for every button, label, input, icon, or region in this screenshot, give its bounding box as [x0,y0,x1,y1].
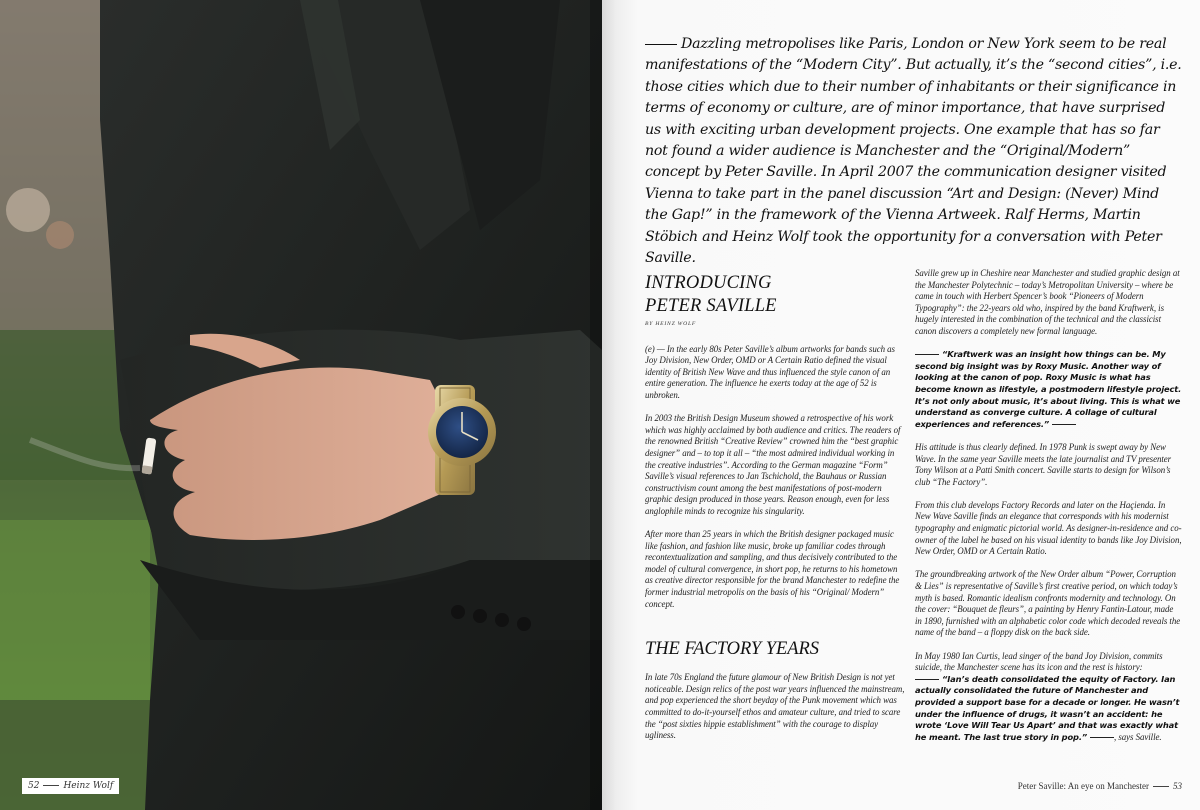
paragraph-with-quote [915,651,1182,744]
right-page-number: 53 [1173,781,1182,791]
quote-dash [915,679,939,680]
article-byline: BY HEINZ WOLF [645,321,697,327]
left-folio-author: Heinz Wolf [63,781,114,791]
section-heading: THE FACTORY YEARS [645,639,819,660]
intro-text: Dazzling metropolises like Paris, London or New York seem to be real manifestations of the “Modern City”. But actually, it’s the “second cities”, i.e. those cities which due to their number of inhabitants or their significance in terms of economy or culture, are of minor importance, that have surprised us with exciting urban development projects. One example that has so far not found a wider audience is Manchester and the “Original/Modern” concept by Peter Saville. In April 2007 the communication designer visited Vienna to take part in the panel discussion “Art and Design: (Never) Mind the Gap!” in the framework of the Vienna Artweek. Ralf Herms, Martin Stöbich and Heinz Wolf took the opportunity for a conversation with Peter Saville. [645,36,1182,267]
folio-dash [1153,786,1169,787]
intro-dash [645,44,677,45]
paragraph: In late 70s England the future glamour of New British Design is not yet noticeable. Design relics of the post war years influenced the mainstream, and pop experienced the short beyday of the Punk movement which was committed to do-it-yourself ethos and amateur culture, and tried to scare the “post sixties hippie establishment” with the courage to display ugliness. [645,672,905,741]
article-column-right [915,268,1182,755]
paragraph-text: In May 1980 Ian Curtis, lead singer of the band Joy Division, commits suicide, the Manchester scene has its icon and the rest is history: [915,650,1163,673]
left-page-folio [22,778,119,794]
quote-text: “Kraftwerk was an insight how things can be. My second big insight was by Roxy Music. Another way of looking at the canon of pop. Roxy Music is what has become known as lifestyle, a postmodern lifestyle project. It’s not only about music, it’s about living. This is what we understand as converge culture. A collage of cultural experiences and references.” [915,349,1182,429]
article-title-line2: PETER SAVILLE [645,295,777,316]
left-page-number: 52 [28,781,40,791]
article-title-line1: INTRODUCING [645,273,772,293]
article-title [645,272,907,317]
paragraph: In 2003 the British Design Museum showed a retrospective of his work which was highly acclaimed by both audience and critics. The readers of the renowned British “Creative Review” crowned him the “best graphic designer” and – to top it all – “the most admired individual working in the creative industries”. According to the German magazine “Form” Saville’s visual references to Jan Tschichold, the Bauhaus or Russian constructivism count among the best manifestations of post-modern graphic design produced in those years. Reason enough, even for less anglophile minds to recognize his singularity. [645,413,901,516]
paragraph: (e) — In the early 80s Peter Saville’s album artworks for bands such as Joy Division, New Order, OMD or A Certain Ratio defined the visual identity of British New Wave and thus influenced the style canon of an entire generation. The influence he exerts today at the age of 52 is unbroken. [645,343,895,400]
article-column-left [645,272,907,753]
quote-dash [1052,424,1076,425]
quote-dash [915,354,939,355]
intro-paragraph [645,34,1185,269]
paragraph: The groundbreaking artwork of the New Order album “Power, Corruption & Lies” is representative of Saville’s first creative period, on which today’s myth is based. Romantic idealism confronts modernity and technology. On the cover: “Bouquet de fleurs”, a painting by Henry Fantin-Latour, made in 1890, furnished with an alphabetic color code which decoded reveals the name of the band – a floppy disk on the back side. [915,569,1181,638]
paragraph: Saville grew up in Cheshire near Manchester and studied graphic design at the Manchester Polytechnic – today’s Metropolitan University – where be came in touch with Herbert Spencer’s book “Pioneers of Modern Typography”: the 22-years old who, inspired by the band Kraftwerk, is hugely interested in the combination of the technical and the classicist canon discovers a completely new formal language. [915,268,1180,336]
right-folio-text: Peter Saville: An eye on Manchester [1017,781,1149,791]
paragraph: From this club develops Factory Records and later on the Haçienda. In New Wave Saville finds an elegance that corresponds with his modernist typography and enigmatic pictorial world. As designer-in-residence and co-owner of the label he based on his visual identity to bands like Joy Division, New Order, OMD or A Certain Ratio. [915,499,1182,557]
quote-text: “Ian’s death consolidated the equity of Factory. Ian actually consolidated the future of Manchester and provided a support base for a decade or longer. He wasn’t under the influence of drugs, it wasn’t an accident: he wrote ‘Love Will Tear Us Apart’ and that was exactly what he meant. The last true story in pop.” [915,673,1180,742]
quote-dash [1090,737,1114,738]
right-page-folio [1018,778,1182,794]
pull-quote [915,349,1182,430]
paragraph: After more than 25 years in which the British designer packaged music like fashion, and fashion like music, broke up familiar codes through recontextualization and sampling, and thus decisively contributed to the model of cultural convergence, in short pop, he returns to his hometown as creative director responsible for the brand Manchester to redefine the former industrial metropolis on the basis of his “Original/ Modern” concept. [645,529,900,609]
folio-dash [43,785,59,786]
paragraph: His attitude is thus clearly defined. In 1978 Punk is swept away by New Wave. In the same year Saville meets the late journalist and TV presenter Tony Wilson at a Patti Smith concert. Saville starts to design for Wilson’s club “The Factory”. [915,441,1172,487]
quote-attribution: , says Saville. [1114,731,1162,742]
